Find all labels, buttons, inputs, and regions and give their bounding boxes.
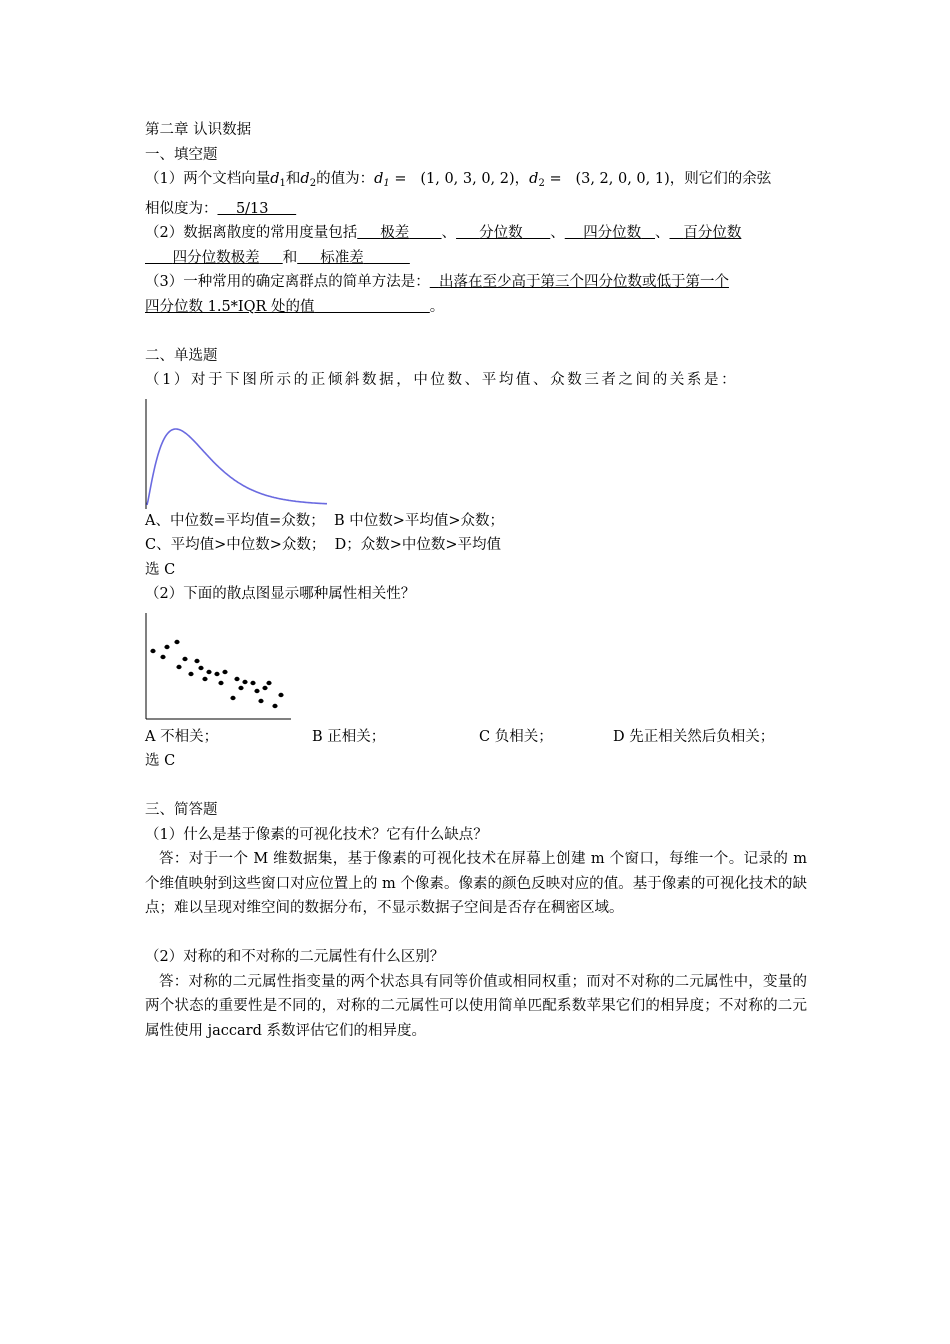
scatter-point: [272, 703, 277, 707]
chapter-title: 第二章 认识数据: [145, 122, 252, 138]
s1-q2-blank5: [145, 250, 283, 266]
scatter-point: [222, 669, 227, 673]
s3-q1-answer: [145, 847, 807, 921]
scatter-point: [218, 680, 223, 684]
s2-q1-options-1: A、中位数=平均值=众数； B 中位数>平均值>众数；: [145, 512, 505, 529]
s1-q2-answer2: 分位数: [479, 225, 523, 241]
d1-symbol: d: [270, 171, 280, 187]
scatter-point: [266, 680, 271, 684]
scatter-point: [254, 688, 259, 692]
s2-q2-optA: A 不相关；: [145, 728, 219, 745]
s1-q1-line2-prefix: 相似度为：: [145, 200, 218, 217]
eq1: =: [394, 171, 407, 187]
s1-q2-prefix: （2）数据离散度的常用度量包括: [145, 225, 358, 241]
section2-heading: 二、单选题: [145, 347, 218, 364]
d2-symbol: d: [300, 171, 310, 187]
scatter-point: [174, 639, 179, 643]
s1-q1-line2: [145, 197, 807, 222]
s1-q2-blank4: [670, 225, 742, 241]
scatter-point: [250, 680, 255, 684]
s1-q3-prefix: （3）一种常用的确定离群点的简单方法是：: [145, 274, 430, 290]
s3-q1-answer-text: 答：对于一个 M 维数据集，基于像素的可视化技术在屏幕上创建 m 个窗口，每维一个。记录的 m 个维值映射到这些窗口对应位置上的 m 个像素。像素的颜色反映对应的值。基于像素的可视化技术的缺点；难以呈现对维空间的数据分布，不显示数据子空间是否存在稠密区域。: [145, 851, 807, 916]
scatter-point: [242, 679, 247, 683]
d2-subscript-2: 2: [538, 178, 545, 189]
scatter-point: [230, 695, 235, 699]
s2-q1-options-2: C、平均值>中位数>众数； D；众数>中位数>平均值: [145, 537, 502, 553]
s1-q2-line1: （2）数据离散度的常用度量包括 极差 、 分位数 、 四分位数 、 百分位数: [145, 225, 742, 241]
s1-q2-blank3: [565, 225, 655, 241]
s2-q2-optB: B 正相关；: [312, 728, 386, 745]
scatter-point: [176, 664, 181, 668]
s1-q2-answer6: 标准差: [320, 249, 364, 266]
s3-q2-answer-text: 答：对称的二元属性指变量的两个状态具有同等价值或相同权重；而对不对称的二元属性中，变量的两个状态的重要性是不同的，对称的二元属性可以使用简单匹配系数苹果它们的相异度；不对称的二元属性使用 jaccard 系数评估它们的相异度。: [145, 973, 807, 1039]
s2-q1-text: [145, 368, 807, 393]
document-page: [145, 118, 807, 1043]
s1-q3-answer-line2: [145, 299, 430, 315]
s1-q1-values-text: 的值为：: [316, 171, 375, 187]
s2-q2-optD: D 先正相关然后负相关；: [613, 728, 775, 745]
d1-subscript-2: 1: [383, 178, 390, 189]
eq2: =: [549, 171, 562, 187]
skewed-distribution-figure: [145, 397, 807, 509]
s1-q2-answer5: 四分位数极差: [172, 249, 260, 266]
scatter-point: [214, 671, 219, 675]
s1-q2-blank6: [297, 250, 410, 266]
s3-q2-answer: [145, 970, 807, 1044]
scatter-figure: [145, 611, 807, 721]
d1-subscript: 1: [279, 178, 286, 189]
section1-heading: 一、填空题: [145, 146, 218, 163]
s1-q2-answer1: 极差: [380, 225, 410, 241]
d2-subscript: 2: [309, 178, 317, 189]
s1-q3-answer-l2-text: 四分位数 1.5*IQR 处的值: [145, 298, 315, 315]
s2-q2-answer: 选 C: [145, 753, 176, 769]
s1-q1-line1: [145, 167, 807, 197]
s3-q2-question: （2）对称的和不对称的二元属性有什么区别？: [145, 949, 445, 965]
s1-q3-line2: [145, 295, 807, 320]
scatter-point: [182, 656, 187, 660]
scatter-point: [198, 665, 203, 669]
s1-q2-and: 和: [282, 249, 298, 266]
scatter-point: [238, 685, 243, 689]
s1-q3-end: 。: [429, 298, 445, 315]
vec1: (1, 0, 3, 0, 2)，: [420, 171, 530, 187]
s1-q1-answer-blank: [218, 201, 297, 217]
scatter-point: [164, 644, 169, 648]
s2-q2-options: [145, 725, 807, 750]
skew-curve-svg: [145, 397, 335, 509]
scatter-point: [234, 676, 239, 680]
section3-heading: 三、简答题: [145, 802, 218, 818]
s1-q1-prefix: （1）两个文档向量: [145, 171, 271, 187]
scatter-point: [150, 648, 155, 652]
s1-q3-answer-line1: [430, 274, 729, 290]
scatter-point: [188, 671, 193, 675]
scatter-svg: [145, 611, 295, 721]
scatter-point: [194, 658, 199, 662]
s2-q2-text: （2）下面的散点图显示哪种属性相关性？: [145, 586, 416, 602]
s1-q2-blank1: [357, 225, 441, 241]
s1-q3-line1: [145, 270, 807, 295]
s1-q2-answer3: 四分位数: [583, 225, 642, 241]
scatter-point: [278, 692, 283, 696]
scatter-point: [258, 698, 263, 702]
s3-q1-question: （1）什么是基于像素的可视化技术？它有什么缺点？: [145, 826, 488, 843]
scatter-point: [160, 654, 165, 658]
scatter-point: [262, 685, 267, 689]
scatter-point: [202, 676, 207, 680]
s1-q2-answer4: 百分位数: [683, 225, 742, 241]
d1-symbol-2: d: [374, 171, 384, 187]
d2-symbol-2: d: [529, 171, 539, 187]
s1-q2-blank2: [456, 225, 550, 241]
vec2: (3, 2, 0, 0, 1)，则它们的余弦: [575, 171, 772, 187]
s2-q1-text-span: （1）对于下图所示的正倾斜数据，中位数、平均值、众数三者之间的关系是：: [145, 372, 739, 388]
s1-q2-line2: [145, 246, 807, 271]
scatter-point: [206, 669, 211, 673]
s2-q1-answer: 选 C: [145, 561, 176, 578]
s2-q2-optC: C 负相关；: [479, 728, 553, 745]
skew-curve: [147, 429, 327, 505]
s1-q1-answer: 5/13: [235, 200, 269, 217]
s1-q3-answer-l1-text: 出落在至少高于第三个四分位数或低于第一个: [438, 274, 729, 290]
s1-q1-and: 和: [285, 171, 301, 187]
